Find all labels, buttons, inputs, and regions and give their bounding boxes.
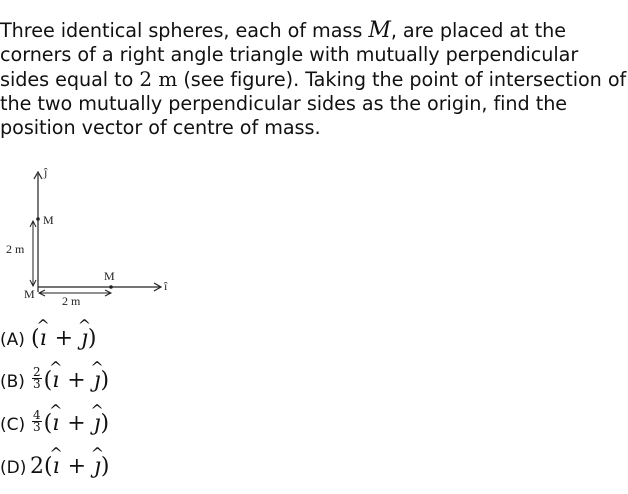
plus-sign: + bbox=[54, 326, 74, 351]
option-a-label: (A) bbox=[0, 330, 25, 350]
plus-sign: + bbox=[67, 368, 86, 393]
question-text bbox=[0, 19, 628, 140]
question-part-2: , are placed at the corners of a right angle triangle with mutually perpendicular sides equal to bbox=[0, 19, 579, 91]
unit-vector-i: ı ^ bbox=[53, 454, 60, 479]
option-b-coefficient: $\frac{2}{3}$ bbox=[33, 364, 41, 391]
unit-vector-j: ȷ ^ bbox=[94, 454, 101, 479]
question-part-1: Three identical spheres, each of mass bbox=[0, 19, 369, 42]
option-c-expression: $\frac{4}{3}$ (ı ^ + ȷ ^) bbox=[30, 411, 109, 436]
x-axis-label: î bbox=[164, 279, 168, 293]
option-d-coefficient: 2 bbox=[30, 454, 44, 479]
option-c-label: (C) bbox=[0, 415, 26, 435]
unit-vector-i: ı ^ bbox=[52, 368, 59, 393]
mass-symbol: M bbox=[368, 18, 391, 43]
option-b-label: (B) bbox=[0, 372, 25, 392]
unit-vector-j: ȷ ^ bbox=[94, 411, 101, 436]
question-part-3: (see figure). Taking the point of intersection of the two mutually perpendicular sides as the origin, find the position vector of centre of mass. bbox=[0, 68, 627, 139]
option-c-coefficient: $\frac{4}{3}$ bbox=[33, 407, 41, 434]
y-axis-label: ĵ bbox=[44, 165, 48, 179]
plus-sign: + bbox=[67, 454, 87, 479]
option-b-expression: $\frac{2}{3}$ (ı ^ + ȷ ^) bbox=[30, 368, 109, 393]
origin-mass-label: M bbox=[24, 287, 35, 301]
top-mass-label: M bbox=[43, 213, 54, 227]
horizontal-length-label: 2 m bbox=[62, 294, 81, 308]
option-d-label: (D) bbox=[0, 458, 27, 478]
vertical-length-label: 2 m bbox=[6, 242, 25, 256]
unit-vector-j: ȷ ^ bbox=[94, 368, 101, 393]
right-mass-dot bbox=[109, 285, 113, 289]
right-mass-label: M bbox=[104, 269, 115, 283]
unit-vector-i: ı ^ bbox=[52, 411, 59, 436]
unit-vector-j: ȷ ^ bbox=[81, 326, 88, 351]
top-mass-dot bbox=[36, 217, 40, 221]
plus-sign: + bbox=[67, 411, 86, 436]
length-value: 2 m bbox=[139, 67, 178, 91]
triangle-figure bbox=[0, 160, 180, 310]
option-d-expression: 2(ı ^ + ȷ ^) bbox=[30, 454, 110, 479]
option-a-expression: (ı ^ + ȷ ^) bbox=[31, 326, 97, 351]
unit-vector-i: ı ^ bbox=[40, 326, 47, 351]
